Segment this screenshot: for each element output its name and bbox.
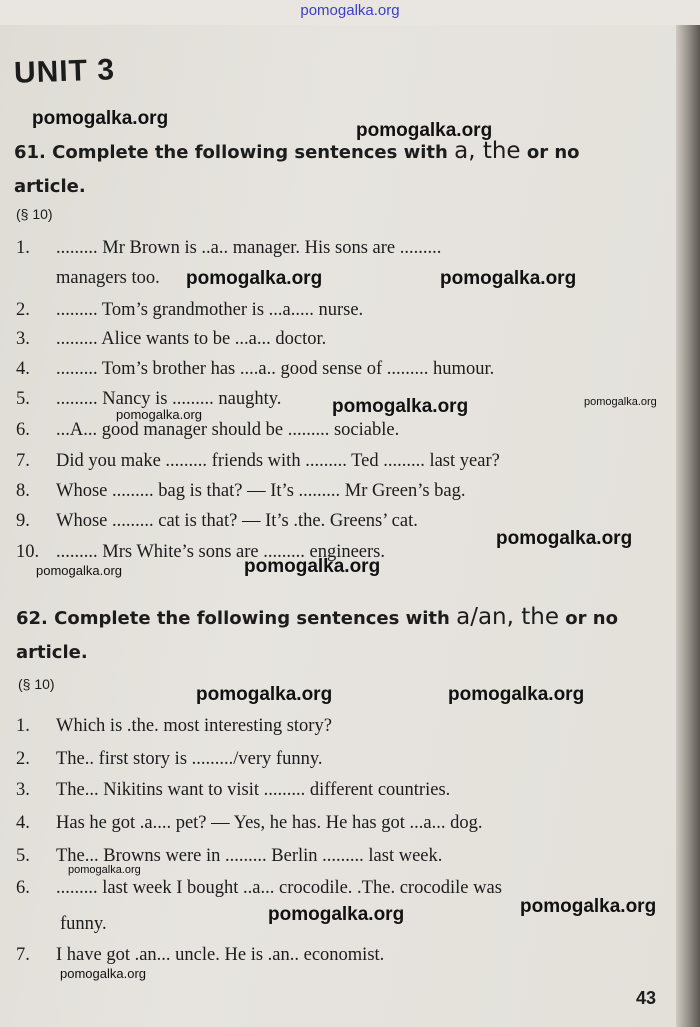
row-number: 3. bbox=[16, 329, 30, 349]
ex61-row bbox=[16, 511, 418, 532]
row-text: ......... Nancy is ......... naughty. bbox=[56, 389, 282, 409]
watermark: pomogalka.org bbox=[244, 556, 381, 577]
watermark: pomogalka.org bbox=[520, 896, 657, 917]
watermark: pomogalka.org bbox=[496, 528, 633, 549]
watermark: pomogalka.org bbox=[116, 407, 202, 422]
row-text: The.. first story is ........./very funny. bbox=[56, 749, 323, 769]
ex62-row bbox=[16, 749, 323, 770]
row-text: ......... Tom’s brother has ....a.. good sense of ......... humour. bbox=[56, 359, 495, 379]
row-number: 5. bbox=[16, 389, 30, 409]
row-text: Did you make ......... friends with ......... Ted ......... last year? bbox=[56, 451, 500, 471]
row-number: 4. bbox=[16, 359, 30, 379]
row-text: ......... Alice wants to be ...a... doctor. bbox=[56, 329, 327, 349]
row-text: Whose ......... cat is that? — It’s .the. Greens’ cat. bbox=[56, 511, 418, 531]
row-number: 3. bbox=[16, 780, 30, 800]
exercise-62-title-tail: or no article. bbox=[16, 608, 618, 663]
row-text: ......... Tom’s grandmother is ...a..... nurse. bbox=[56, 300, 364, 320]
site-watermark-top[interactable]: pomogalka.org bbox=[300, 2, 400, 19]
exercise-61-title-text: 61. Complete the following sentences with bbox=[14, 142, 448, 163]
watermark: pomogalka.org bbox=[268, 904, 405, 925]
watermark: pomogalka.org bbox=[356, 120, 493, 141]
watermark: pomogalka.org bbox=[32, 108, 169, 129]
watermark: pomogalka.org bbox=[36, 563, 122, 578]
watermark: pomogalka.org bbox=[196, 684, 333, 705]
book-gutter bbox=[676, 25, 700, 1027]
ex61-row bbox=[16, 300, 363, 321]
ex61-row-continuation: managers too. bbox=[56, 268, 160, 288]
exercise-62-title-text: 62. Complete the following sentences with bbox=[16, 608, 450, 629]
row-number: 5. bbox=[16, 846, 30, 866]
ex62-row bbox=[16, 846, 442, 867]
row-number: 2. bbox=[16, 749, 30, 769]
row-number: 6. bbox=[16, 878, 30, 898]
row-text: Whose ......... bag is that? — It’s ......... Mr Green’s bag. bbox=[56, 481, 466, 501]
exercise-62-title bbox=[16, 600, 656, 670]
row-number: 4. bbox=[16, 813, 30, 833]
row-number: 8. bbox=[16, 481, 30, 501]
row-text: ......... last week I bought ..a... crocodile. .The. crocodile was bbox=[56, 878, 502, 898]
ex61-row bbox=[16, 542, 385, 563]
exercise-62-reference: (§ 10) bbox=[18, 676, 55, 692]
row-number: 9. bbox=[16, 511, 30, 531]
watermark: pomogalka.org bbox=[440, 268, 577, 289]
ex61-row bbox=[16, 451, 500, 472]
row-text: The... Nikitins want to visit ......... different countries. bbox=[56, 780, 451, 800]
ex62-row bbox=[16, 945, 384, 966]
row-number: 1. bbox=[16, 716, 30, 736]
row-number: 10. bbox=[16, 542, 40, 562]
ex62-row bbox=[16, 716, 332, 737]
row-number: 2. bbox=[16, 300, 30, 320]
row-text: ......... Mrs White’s sons are ......... engineers. bbox=[56, 542, 386, 562]
row-text: Has he got .a.... pet? — Yes, he has. He has got ...a... dog. bbox=[56, 813, 483, 833]
row-text: The... Browns were in ......... Berlin ......... last week. bbox=[56, 846, 443, 866]
exercise-61-title-tail: or no article. bbox=[14, 142, 580, 197]
watermark: pomogalka.org bbox=[186, 268, 323, 289]
row-text: I have got .an... uncle. He is .an.. economist. bbox=[56, 945, 385, 965]
page-number: 43 bbox=[636, 988, 657, 1008]
row-number: 7. bbox=[16, 451, 30, 471]
row-text: Which is .the. most interesting story? bbox=[56, 716, 332, 736]
ex61-row bbox=[16, 481, 466, 502]
row-text: ......... Mr Brown is ..a.. manager. His sons are ......... bbox=[56, 238, 442, 258]
watermark: pomogalka.org bbox=[448, 684, 585, 705]
watermark: pomogalka.org bbox=[68, 864, 141, 876]
unit-title: UNIT 3 bbox=[13, 53, 116, 90]
exercise-62-title-articles: a/an, the bbox=[456, 604, 559, 630]
ex61-row bbox=[16, 389, 281, 410]
row-text: ...A... good manager should be ......... sociable. bbox=[56, 420, 400, 440]
ex61-row bbox=[16, 420, 399, 441]
ex61-row bbox=[16, 238, 441, 259]
row-number: 7. bbox=[16, 945, 30, 965]
exercise-61-reference: (§ 10) bbox=[16, 206, 53, 222]
row-number: 6. bbox=[16, 420, 30, 440]
ex61-row bbox=[16, 359, 494, 380]
exercise-61-title bbox=[14, 134, 614, 204]
watermark: pomogalka.org bbox=[60, 966, 146, 981]
ex61-row bbox=[16, 329, 326, 350]
row-number: 1. bbox=[16, 238, 30, 258]
ex62-row bbox=[16, 813, 482, 834]
ex62-row bbox=[16, 780, 450, 801]
ex62-row bbox=[16, 878, 502, 899]
ex62-row-continuation: funny. bbox=[60, 914, 107, 934]
watermark: pomogalka.org bbox=[584, 396, 657, 408]
watermark: pomogalka.org bbox=[332, 396, 469, 417]
exercise-61-title-articles: a, the bbox=[454, 138, 521, 164]
